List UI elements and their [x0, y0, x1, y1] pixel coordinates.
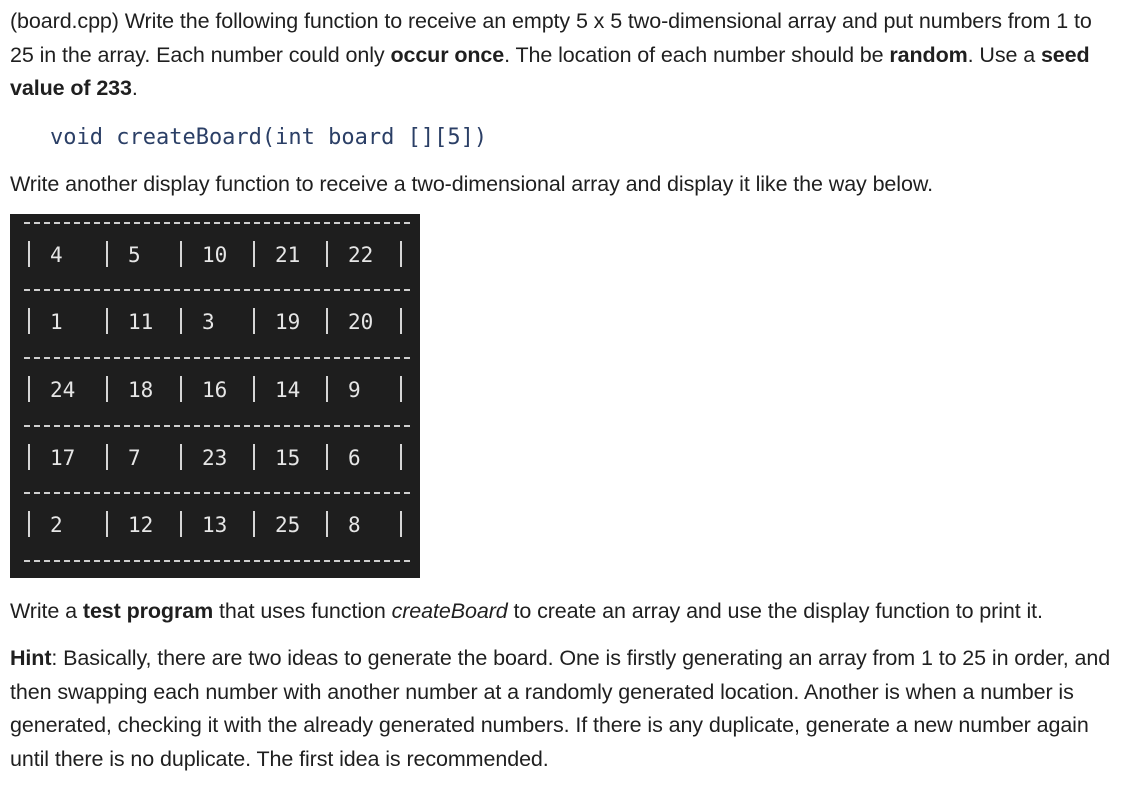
- board-cell-divider: [106, 444, 108, 470]
- board-cell-value: 3: [202, 310, 215, 334]
- board-cell-divider: [253, 511, 255, 537]
- board-cell-divider: [326, 308, 328, 334]
- board-cell-value: 11: [128, 310, 154, 334]
- board-separator-line: [24, 492, 410, 494]
- hint-text: : Basically, there are two ideas to generate the board. One is firstly generating an array from 1 to 25 in order, and then swapping each number with another number at a randomly generated location. Another is when a number is generated, checking it with the already generated numbers. If there is any duplicate, generate a new number again until there is no duplicate. The first idea is recommended.: [10, 646, 1111, 771]
- board-separator-line: [24, 222, 410, 224]
- test-italic-function: createBoard: [391, 599, 508, 623]
- board-cell-value: 24: [50, 378, 76, 402]
- intro-bold-random: random: [889, 42, 968, 67]
- board-cell-value: 5: [128, 243, 141, 267]
- board-cell-value: 22: [348, 243, 374, 267]
- board-cell-divider: [326, 241, 328, 267]
- board-cell-divider: [253, 241, 255, 267]
- board-cell-divider: [28, 376, 30, 402]
- board-separator-line: [24, 357, 410, 359]
- board-cell-divider: [326, 376, 328, 402]
- board-cell-value: 20: [348, 310, 374, 334]
- board-cell-value: 14: [275, 378, 301, 402]
- board-cell-value: 19: [275, 310, 301, 334]
- intro-text-2: . The location of each number should be: [504, 42, 890, 67]
- board-cell-divider: [253, 444, 255, 470]
- board-cell-divider: [400, 241, 402, 267]
- intro-text-3: . Use a: [967, 42, 1041, 67]
- board-cell-value: 13: [202, 513, 228, 537]
- test-bold: test program: [82, 599, 214, 623]
- board-row: [20, 238, 416, 272]
- board-cell-divider: [400, 444, 402, 470]
- board-row: [20, 305, 416, 339]
- board-cell-value: 17: [50, 446, 76, 470]
- board-row: [20, 508, 416, 542]
- test-paragraph: [10, 595, 1120, 629]
- board-cell-divider: [253, 308, 255, 334]
- board-cell-value: 8: [348, 513, 361, 537]
- board-cell-divider: [180, 444, 182, 470]
- board-cell-value: 15: [275, 446, 301, 470]
- intro-bold-seed: seed value of 233: [10, 42, 1090, 100]
- test-text-1: Write a: [10, 599, 83, 623]
- board-cell-divider: [326, 444, 328, 470]
- board-cell-value: 23: [202, 446, 228, 470]
- board-cell-value: 7: [128, 446, 141, 470]
- board-cell-value: 4: [50, 243, 63, 267]
- board-cell-divider: [253, 376, 255, 402]
- board-cell-divider: [106, 308, 108, 334]
- hint-paragraph: [10, 642, 1120, 776]
- test-text-3: to create an array and use the display function to print it.: [507, 599, 1043, 623]
- board-row: [20, 373, 416, 407]
- board-cell-value: 6: [348, 446, 361, 470]
- board-cell-value: 2: [50, 513, 63, 537]
- intro-text-1: Write the following function to receive an empty 5 x 5 two-dimensional array and put numbers from 1 to 25 in the array. Each number could only: [10, 9, 1092, 67]
- board-separator-line: [24, 425, 410, 427]
- intro-bold-occur-once: occur once: [390, 42, 505, 67]
- test-text-2: that uses function: [213, 599, 392, 623]
- board-cell-divider: [326, 511, 328, 537]
- board-cell-value: 25: [275, 513, 301, 537]
- board-cell-value: 10: [202, 243, 228, 267]
- board-cell-divider: [180, 511, 182, 537]
- board-cell-value: 9: [348, 378, 361, 402]
- board-output-screenshot: [10, 214, 420, 578]
- board-cell-divider: [180, 241, 182, 267]
- board-cell-divider: [106, 376, 108, 402]
- board-cell-divider: [28, 308, 30, 334]
- board-cell-divider: [400, 511, 402, 537]
- board-cell-divider: [180, 308, 182, 334]
- board-cell-divider: [106, 511, 108, 537]
- intro-paragraph: [10, 5, 1120, 106]
- board-cell-divider: [28, 444, 30, 470]
- function-signature: void createBoard(int board [][5]): [50, 125, 488, 150]
- hint-label: Hint: [10, 646, 52, 670]
- board-cell-value: 12: [128, 513, 154, 537]
- board-cell-divider: [400, 376, 402, 402]
- board-cell-divider: [28, 241, 30, 267]
- board-cell-value: 18: [128, 378, 154, 402]
- board-cell-value: 16: [202, 378, 228, 402]
- board-separator-line: [24, 289, 410, 291]
- display-paragraph: Write another display function to receive a two-dimensional array and display it like the way below.: [10, 172, 933, 196]
- board-cell-value: 1: [50, 310, 63, 334]
- board-cell-divider: [180, 376, 182, 402]
- board-cell-divider: [400, 308, 402, 334]
- board-cell-divider: [28, 511, 30, 537]
- board-separator-line: [24, 560, 410, 562]
- file-name: (board.cpp): [10, 9, 119, 33]
- board-cell-divider: [106, 241, 108, 267]
- intro-text-4: .: [131, 76, 138, 100]
- board-cell-value: 21: [275, 243, 301, 267]
- board-row: [20, 441, 416, 475]
